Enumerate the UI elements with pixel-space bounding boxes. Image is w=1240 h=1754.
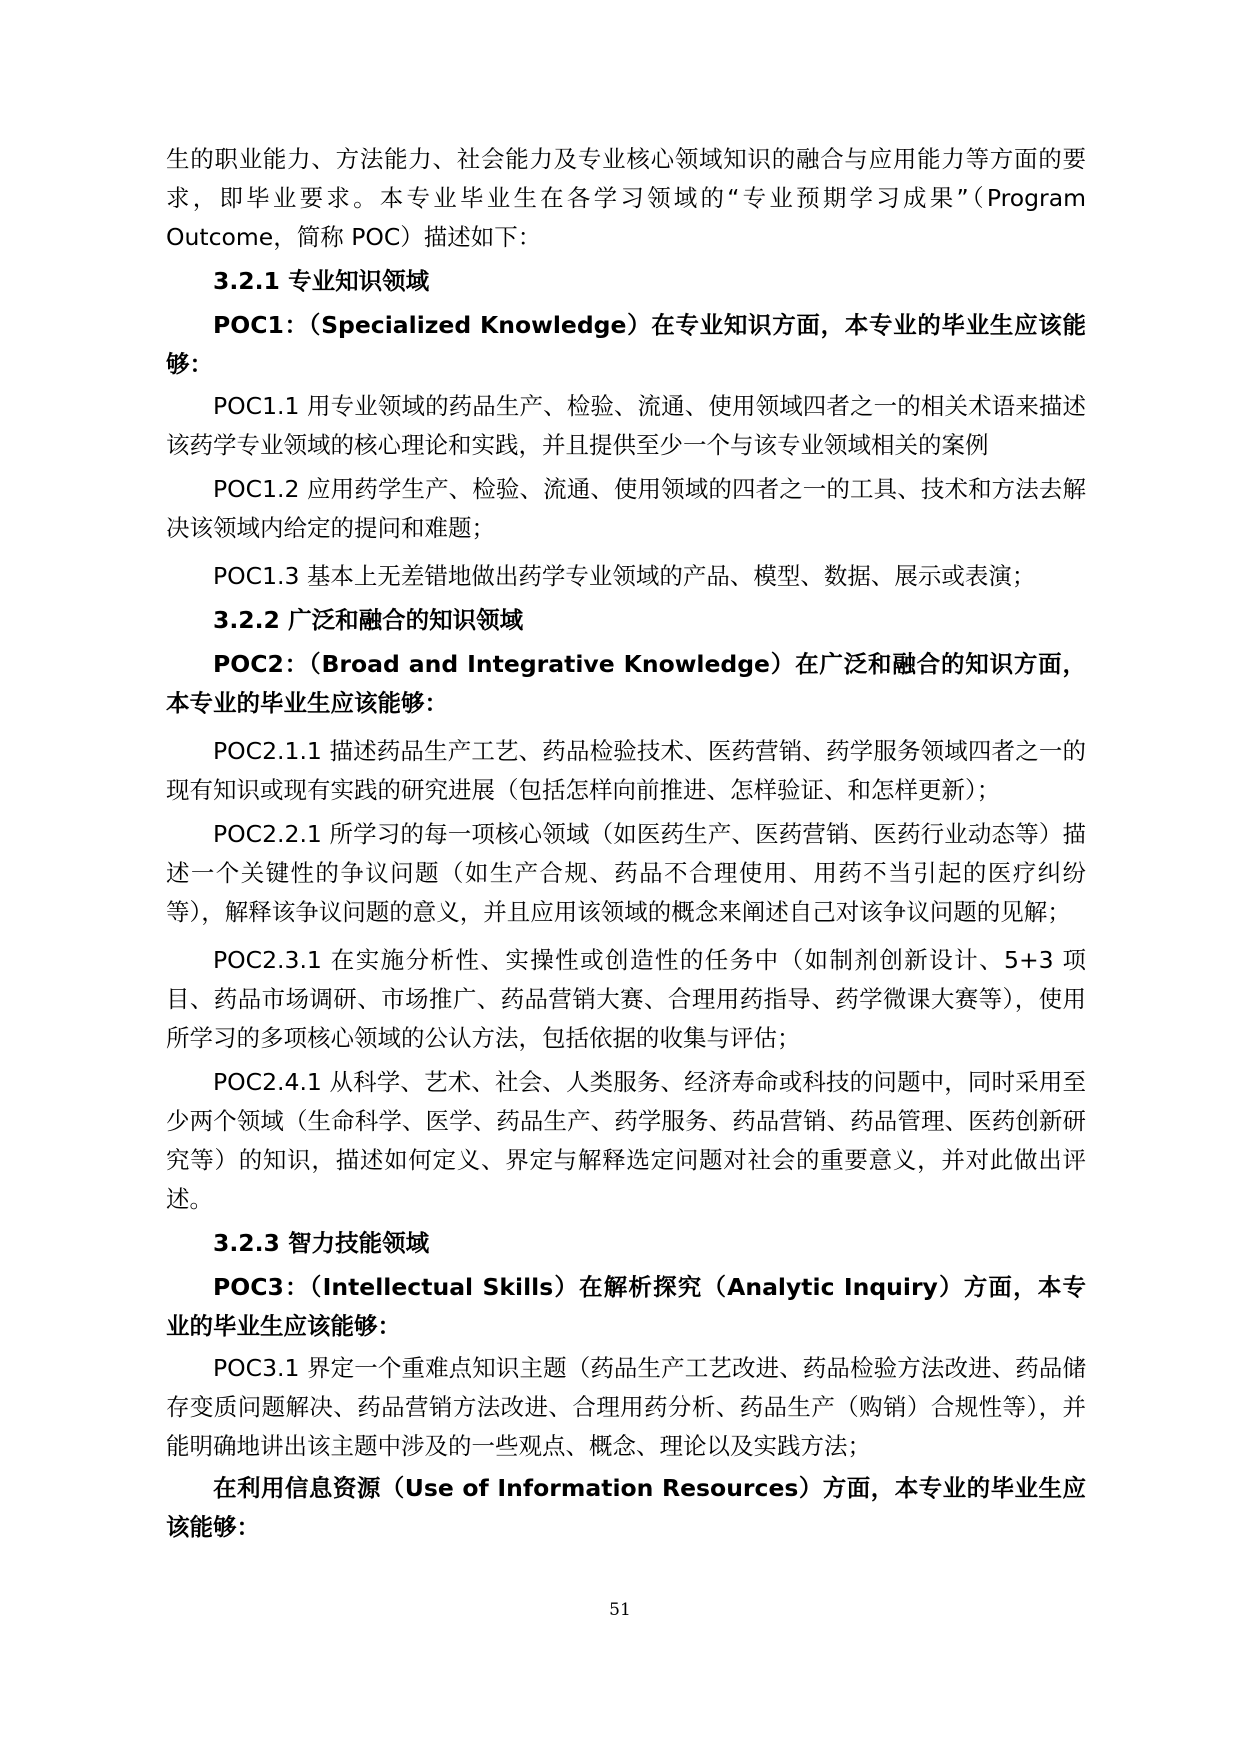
- poc2-1-1-paragraph: POC2.1.1 描述药品生产工艺、药品检验技术、医药营销、药学服务领域四者之一的现有知识或现有实践的研究进展（包括怎样向前推进、怎样验证、和怎样更新）；: [166, 737, 1086, 804]
- poc2-3-1-paragraph: POC2.3.1 在实施分析性、实操性或创造性的任务中（如制剂创新设计、5+3 项目、药品市场调研、市场推广、药品营销大赛、合理用药指导、药学微课大赛等），使用所学习的多项核心领域的公认方法，包括依据的收集与评估；: [166, 946, 1086, 1052]
- section-heading-3-2-3: 3.2.3 智力技能领域: [213, 1229, 430, 1257]
- poc1-3-paragraph: POC1.3 基本上无差错地做出药学专业领域的产品、模型、数据、展示或表演；: [213, 562, 1036, 590]
- poc2-heading: POC2：（Broad and Integrative Knowledge）在广泛和融合的知识方面，本专业的毕业生应该能够：: [166, 650, 1086, 717]
- poc1-heading: POC1：（Specialized Knowledge）在专业知识方面，本专业的毕业生应该能够：: [166, 311, 1086, 378]
- poc2-4-1-paragraph: POC2.4.1 从科学、艺术、社会、人类服务、经济寿命或科技的问题中，同时采用至少两个领域（生命科学、医学、药品生产、药学服务、药品营销、药品管理、医药创新研究等）的知识，描述如何定义、界定与解释选定问题对社会的重要意义，并对此做出评述。: [166, 1068, 1086, 1213]
- page-body: [166, 140, 1086, 1547]
- poc3-1-paragraph: POC3.1 界定一个重难点知识主题（药品生产工艺改进、药品检验方法改进、药品储存变质问题解决、药品营销方法改进、合理用药分析、药品生产（购销）合规性等），并能明确地讲出该主题中涉及的一些观点、概念、理论以及实践方法；: [166, 1354, 1086, 1460]
- poc1-1-paragraph: POC1.1 用专业领域的药品生产、检验、流通、使用领域四者之一的相关术语来描述该药学专业领域的核心理论和实践，并且提供至少一个与该专业领域相关的案例: [166, 392, 1086, 459]
- info-resources-heading: 在利用信息资源（Use of Information Resources）方面，本专业的毕业生应该能够：: [166, 1474, 1086, 1541]
- section-heading-3-2-2: 3.2.2 广泛和融合的知识领域: [213, 606, 524, 634]
- poc2-2-1-paragraph: POC2.2.1 所学习的每一项核心领域（如医药生产、医药营销、医药行业动态等）描述一个关键性的争议问题（如生产合规、药品不合理使用、用药不当引起的医疗纠纷等），解释该争议问题的意义，并且应用该领域的概念来阐述自己对该争议问题的见解；: [166, 820, 1086, 926]
- page-number: 51: [609, 1600, 631, 1620]
- intro-paragraph: 生的职业能力、方法能力、社会能力及专业核心领域知识的融合与应用能力等方面的要求，即毕业要求。本专业毕业生在各学习领域的“专业预期学习成果”（Program Outcome，简称 POC）描述如下：: [166, 145, 1086, 251]
- poc1-2-paragraph: POC1.2 应用药学生产、检验、流通、使用领域的四者之一的工具、技术和方法去解决该领域内给定的提问和难题；: [166, 475, 1086, 542]
- poc3-heading: POC3：（Intellectual Skills）在解析探究（Analytic Inquiry）方面，本专业的毕业生应该能够：: [166, 1273, 1086, 1340]
- section-heading-3-2-1: 3.2.1 专业知识领域: [213, 267, 430, 295]
